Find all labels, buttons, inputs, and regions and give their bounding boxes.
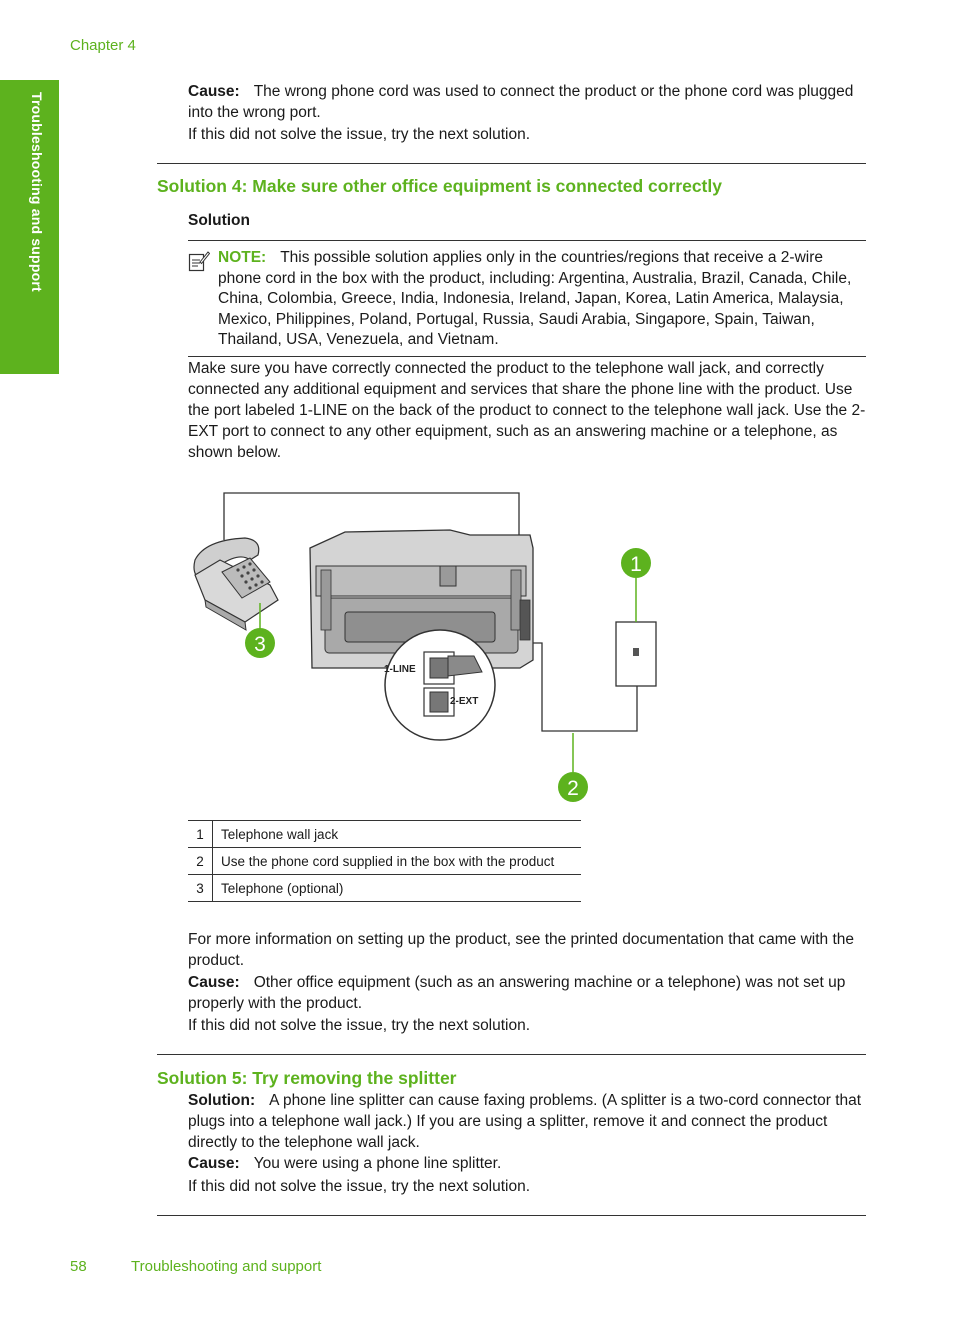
port-line-label: 1-LINE	[384, 664, 416, 675]
callout-1	[621, 548, 651, 578]
legend-row	[188, 821, 581, 848]
wall-jack-image	[616, 622, 656, 686]
solution4-cause	[188, 972, 866, 1014]
intro-next: If this did not solve the issue, try the next solution.	[188, 126, 531, 143]
telephone-image	[194, 538, 278, 630]
solution4-heading: Solution 4: Make sure other office equipment is connected correctly	[157, 176, 722, 196]
connection-diagram	[185, 488, 665, 808]
port-magnifier	[384, 630, 495, 740]
chapter-header: Chapter 4	[70, 37, 136, 54]
callout-3	[245, 628, 275, 658]
solution5-text	[188, 1090, 866, 1153]
cause-text: Other office equipment (such as an answering machine or a telephone) was not set up properly with the product.	[188, 974, 846, 1012]
solution5-cause	[188, 1153, 866, 1174]
note-icon	[188, 250, 210, 272]
legend-row	[188, 875, 581, 902]
note-body: This possible solution applies only in the countries/regions that receive a 2-wire phone cord in the box with the product, including: Argentina, Australia, Brazil, Canada, Chile, China, Colombia, Greece, India, Indonesia, Ireland, Japan, Korea, Latin America, Malaysia, Mexico, Philippines, Poland, Portugal, Russia, Saudi Arabia, Singapore, Spain, Taiwan, Thailand, USA, Venezuela, and Vietnam.	[218, 249, 852, 349]
cause-label: Cause:	[188, 974, 240, 991]
page-number: 58	[70, 1258, 87, 1275]
svg-text:2: 2	[567, 777, 579, 800]
note-label: NOTE:	[218, 249, 267, 266]
callout-2	[558, 772, 588, 802]
side-tab	[0, 80, 59, 374]
cause-label: Cause:	[188, 83, 240, 100]
solution5-next: If this did not solve the issue, try the next solution.	[188, 1178, 531, 1195]
legend-number: 1	[188, 821, 213, 848]
cause-text: You were using a phone line splitter.	[253, 1155, 502, 1172]
solution4-body: Make sure you have correctly connected the product to the telephone wall jack, and correctly connected any additional equipment and services that share the phone line with the product. Use the port labeled 1-LINE on the back of the product to connect to the telephone wall jack. Use the 2-EXT port to connect to any other equipment, such as an answering machine or a telephone, as shown below.	[188, 360, 866, 461]
legend-text: Telephone wall jack	[213, 821, 582, 848]
svg-text:3: 3	[254, 633, 266, 656]
legend-text: Telephone (optional)	[213, 875, 582, 902]
solution5-heading: Solution 5: Try removing the splitter	[157, 1068, 457, 1088]
legend-row	[188, 848, 581, 875]
solution-label: Solution	[188, 212, 250, 229]
more-info: For more information on setting up the product, see the printed documentation that came with the product.	[188, 931, 855, 969]
solution-label: Solution:	[188, 1092, 256, 1109]
cause-text: The wrong phone cord was used to connect the product or the phone cord was plugged into the wrong port.	[188, 83, 854, 121]
solution-body: A phone line splitter can cause faxing problems. (A splitter is a two-cord connector that plugs into a telephone wall jack.) If you are using a splitter, remove it and connect the product directly to the telephone wall jack.	[188, 1092, 862, 1151]
legend-text: Use the phone cord supplied in the box with the product	[213, 848, 582, 875]
svg-text:1: 1	[630, 553, 642, 576]
legend-number: 2	[188, 848, 213, 875]
intro-cause	[188, 81, 866, 123]
divider	[157, 1054, 866, 1055]
legend-number: 3	[188, 875, 213, 902]
cause-label: Cause:	[188, 1155, 240, 1172]
solution4-next: If this did not solve the issue, try the next solution.	[188, 1017, 531, 1034]
divider	[157, 163, 866, 164]
port-ext-label: 2-EXT	[450, 696, 479, 707]
note-text	[218, 248, 866, 351]
side-tab-label: Troubleshooting and support	[29, 92, 45, 292]
figure-legend	[188, 820, 581, 902]
note-box	[188, 240, 866, 357]
footer-section: Troubleshooting and support	[131, 1258, 322, 1275]
divider	[157, 1215, 866, 1216]
